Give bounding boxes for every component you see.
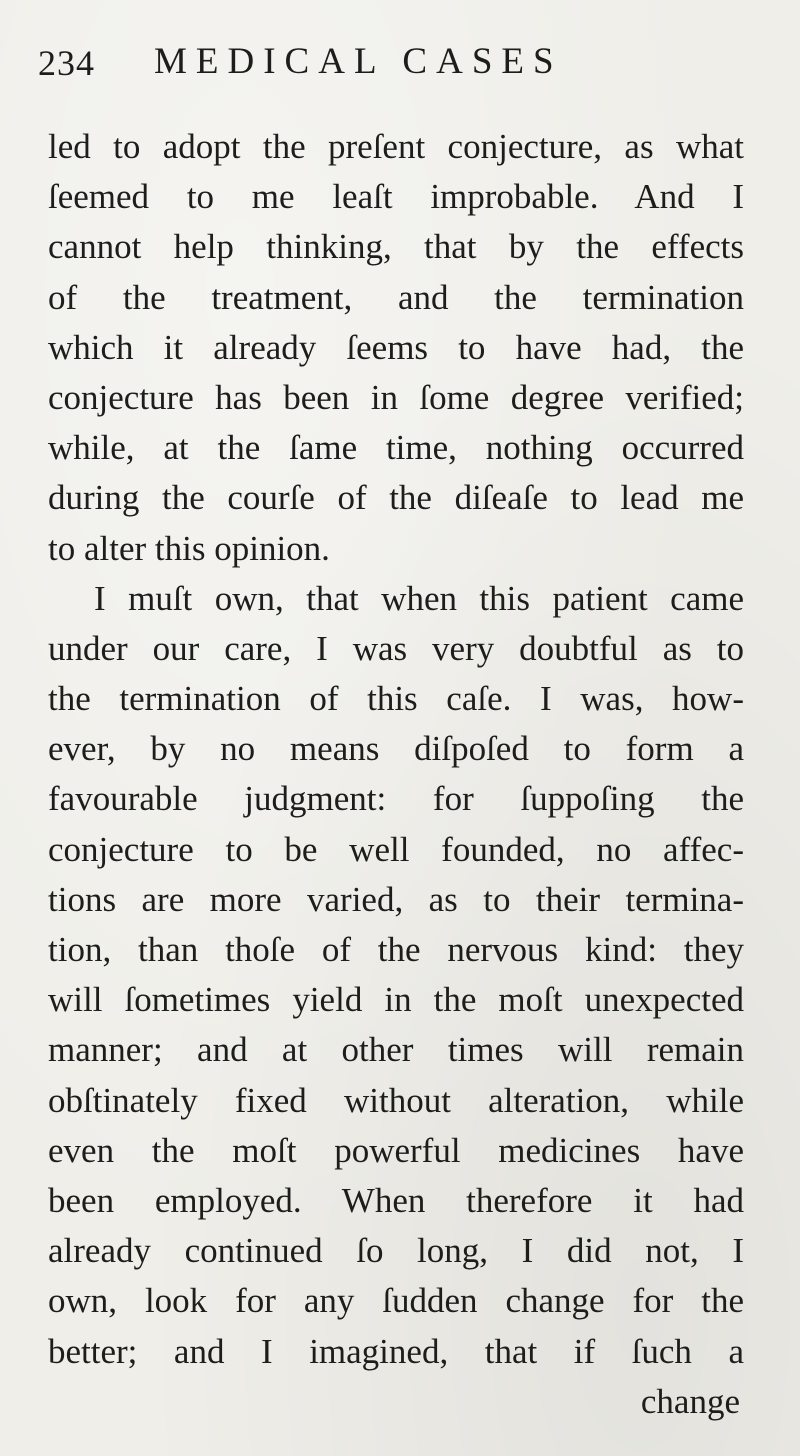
text-line: during the courſe of the diſeaſe to lead me [48,478,744,518]
text-line: of the treatment, and the termination [48,277,744,317]
text-line: cannot help thinking, that by the effects [48,227,744,267]
page-number: 234 [38,43,95,83]
text-line: while, at the ſame time, nothing occurred [48,428,744,468]
text-line: ſeemed to me leaſt improbable. And I [48,177,744,217]
text-line: even the moſt powerful medicines have [48,1130,744,1170]
text-line: led to adopt the preſent conjecture, as what [48,127,744,166]
paragraph [48,574,744,1377]
text-line: will ſometimes yield in the moſt unexpected [48,980,744,1020]
paragraph [48,122,744,574]
text-line: been employed. When therefore it had [48,1180,744,1220]
text-line: obſtinately fixed without alteration, while [48,1080,744,1120]
text-line: I muſt own, that when this patient came [94,578,744,618]
text-line: tion, than thoſe of the nervous kind: they [48,930,744,969]
text-line: conjecture has been in ſome degree verified; [48,377,744,417]
text-line: better; and I imagined, that if ſuch a [48,1331,744,1371]
text-line: ever, by no means diſpoſed to form a [48,729,744,769]
text-line: own, look for any ſudden change for the [48,1281,744,1321]
text-line: the termination of this caſe. I was, how- [48,679,744,719]
text-line: which it already ſeems to have had, the [48,327,744,367]
text-line: favourable judgment: for ſuppoſing the [48,779,744,819]
page-header [38,38,758,88]
text-line: to alter this opinion. [48,528,330,568]
text-line: under our care, I was very doubtful as to [48,628,744,668]
text-line: already continued ſo long, I did not, I [48,1231,744,1271]
text-line: conjecture to be well founded, no affec- [48,829,744,869]
running-head: MEDICAL CASES [154,41,563,82]
text-line: manner; and at other times will remain [48,1030,744,1070]
body-text [48,122,744,1427]
text-line: tions are more varied, as to their termina- [48,879,744,919]
catchword: change [640,1381,740,1421]
